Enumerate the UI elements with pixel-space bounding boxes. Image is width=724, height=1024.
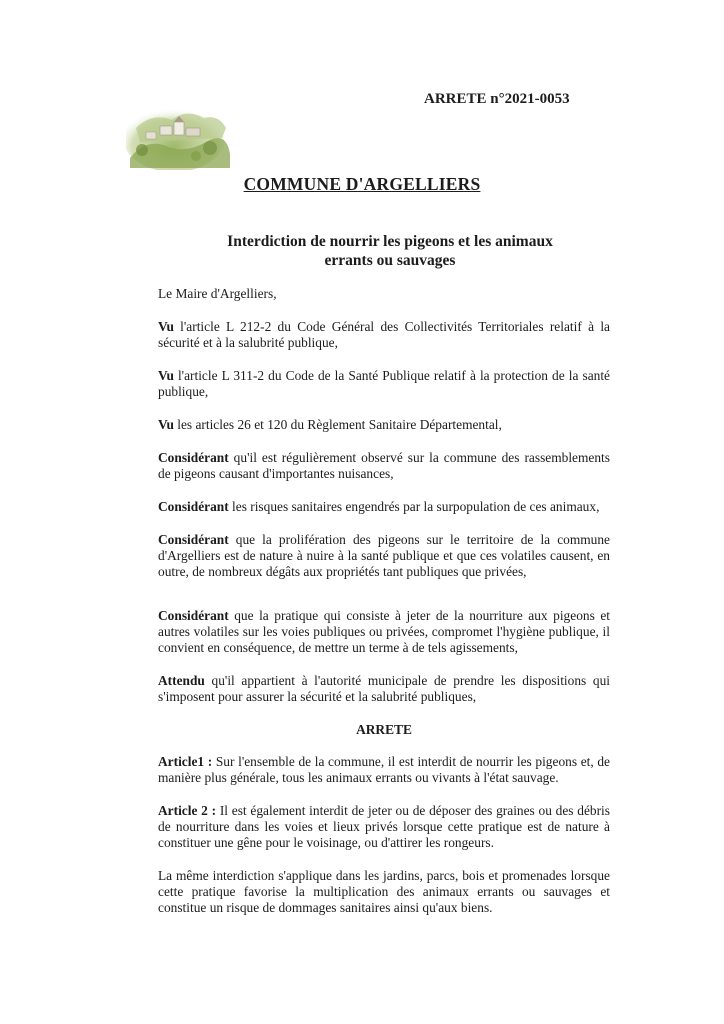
paragraph-lead: Considérant: [158, 499, 229, 514]
paragraph-text: l'article L 212-2 du Code Général des Collectivités Territoriales relatif à la sécurité et à la salubrité publique,: [158, 319, 610, 350]
article-text: Il est également interdit de jeter ou de déposer des graines ou des débris de nourriture dans les voies et lieux privés lorsque cette pratique est de nature à constituer une gêne pour le voisinage, ou d'attirer les rongeurs.: [158, 803, 610, 850]
paragraph-text: l'article L 311-2 du Code de la Santé Publique relatif à la protection de la santé publique,: [158, 368, 610, 399]
article-text: Sur l'ensemble de la commune, il est interdit de nourrir les pigeons et, de manière plus générale, tous les animaux errants ou vivants à l'état sauvage.: [158, 754, 610, 785]
paragraph-lead: Attendu: [158, 673, 205, 688]
paragraph-lead: Vu: [158, 368, 174, 383]
preamble-paragraph: [158, 499, 610, 515]
village-landscape-logo-icon: [126, 98, 234, 170]
preamble-paragraph: [158, 368, 610, 400]
article-lead: Article 2 :: [158, 803, 217, 818]
decree-subject: [180, 232, 600, 270]
paragraph-text: les risques sanitaires engendrés par la surpopulation de ces animaux,: [228, 499, 600, 514]
preamble-paragraph: [158, 532, 610, 580]
decree-body: [158, 286, 610, 933]
paragraph-text: les articles 26 et 120 du Règlement Sanitaire Départemental,: [173, 417, 502, 432]
paragraph-text: que la pratique qui consiste à jeter de la nourriture aux pigeons et autres volatiles sur les voies publiques ou privées, compromet l'hygiène publique, il convient en conséquence, de mettre un terme à de tels agissements,: [158, 608, 610, 655]
preamble-paragraph: [158, 417, 610, 433]
decision-heading: ARRETE: [356, 722, 412, 737]
subject-line-2: errants ou sauvages: [324, 252, 456, 269]
closing-paragraph: La même interdiction s'applique dans les jardins, parcs, bois et promenades lorsque cette pratique favorise la multiplication des animaux errants ou sauvages et constitue un risque de dommages sanitaires ainsi qu'aux biens.: [158, 868, 610, 915]
preamble-paragraph: [158, 450, 610, 482]
intro-paragraph: Le Maire d'Argelliers,: [158, 286, 277, 301]
paragraph-lead: Vu: [158, 417, 174, 432]
subject-line-1: Interdiction de nourrir les pigeons et les animaux: [227, 233, 553, 250]
paragraph-lead: Considérant: [158, 608, 229, 623]
commune-title: COMMUNE D'ARGELLIERS: [243, 174, 481, 194]
article-lead: Article1 :: [158, 754, 213, 769]
paragraph-lead: Vu: [158, 319, 174, 334]
article-paragraph: [158, 754, 610, 786]
paragraph-lead: Considérant: [158, 450, 229, 465]
paragraph-text: que la prolifération des pigeons sur le territoire de la commune d'Argelliers est de nature à nuire à la santé publique et que ces volatiles causent, en outre, de nombreux dégâts aux propriétés tant publiques que privées,: [158, 532, 610, 579]
paragraph-text: qu'il est régulièrement observé sur la commune des rassemblements de pigeons causant d'importantes nuisances,: [158, 450, 610, 481]
preamble-paragraph: [158, 673, 610, 705]
decree-reference: ARRETE n°2021-0053: [424, 91, 570, 107]
paragraph-text: qu'il appartient à l'autorité municipale de prendre les dispositions qui s'imposent pour assurer la sécurité et la salubrité publiques,: [158, 673, 610, 704]
paragraph-lead: Considérant: [158, 532, 229, 547]
article-paragraph: [158, 803, 610, 851]
preamble-paragraph: [158, 608, 610, 656]
preamble-paragraph: [158, 319, 610, 351]
